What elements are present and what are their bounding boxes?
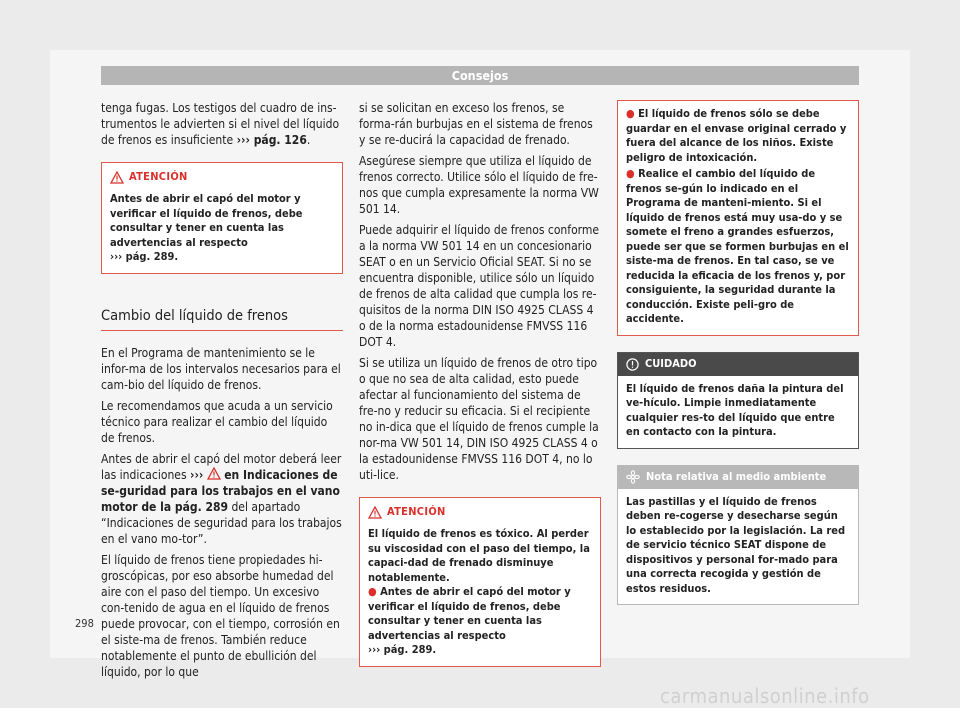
warning-triangle-icon — [207, 467, 221, 480]
warning-bullet: ● El líquido de frenos sólo se debe guardar en el envase original cerrado y fuera del alcance de los niños. Existe peligro de intoxicación. — [626, 107, 847, 164]
warning-bullet: ● Antes de abrir el capó del motor y verificar el líquido de frenos, debe consultar y tener en cuenta las advertencias al respecto ››› pág. 289. — [368, 585, 571, 656]
intro-paragraph: tenga fugas. Los testigos del cuadro de ins-trumentos le advierten si el nivel del líquido de frenos es insuficiente ››› pág. 126. — [101, 101, 340, 147]
page-number: 298 — [75, 617, 94, 630]
caution-header: CUIDADO — [618, 353, 858, 376]
page-reference[interactable]: ››› pág. 289 — [110, 250, 175, 263]
warning-triangle-icon — [110, 171, 124, 184]
section-title: Cambio del líquido de frenos — [101, 308, 343, 331]
caution-box — [617, 352, 859, 449]
page-header: Consejos — [101, 66, 859, 85]
warning-triangle-icon — [368, 506, 382, 519]
paragraph: Si se utiliza un líquido de frenos de otro tipo o que no sea de alta calidad, esto puede afectar al funcionamiento del sistema de fre-no y reducir su eficacia. Si el recipiente no in-dica que el líquido de frenos cumple la nor-ma VW 501 14, DIN ISO 4925 CLASS 4 o la estadounidense FMVSS 116 DOT 4, no lo uti-lice. — [359, 356, 599, 482]
column-3 — [617, 100, 859, 605]
warning-header: ATENCIÓN — [102, 163, 342, 190]
bullet-icon: ● — [626, 107, 635, 120]
warning-box — [359, 497, 601, 667]
paragraph: Puede adquirir el líquido de frenos conforme a la norma VW 501 14 en un concesionario SEAT o en un Servicio Oficial SEAT. Si no se encuentra disponible, utilice sólo un líquido de frenos de alta calidad que cumpla los re-quisitos de la norma DIN ISO 4925 CLASS 4 o de la norma estadounidense FMVSS 116 DOT 4. — [359, 223, 600, 349]
paragraph: Asegúrese siempre que utiliza el líquido de frenos correcto. Utilice sólo el líquido de fre-nos que cumpla expresamente la norma VW 501 14. — [359, 154, 599, 216]
paragraph: En el Programa de mantenimiento se le infor-ma de los intervalos necesarios para el cam-bio del líquido de frenos. — [101, 345, 341, 392]
paragraph: El líquido de frenos tiene propiedades hi-groscópicas, por eso absorbe humedad del aire con el paso del tiempo. Un excesivo con-tenido de agua en el líquido de frenos puede provocar, con el tiempo, corrosión en el siste-ma de frenos. También reduce notablemente el punto de ebullición del líquido, por lo que — [101, 552, 340, 679]
environment-note-header: Nota relativa al medio ambiente — [618, 466, 858, 489]
column-1 — [101, 100, 343, 685]
page-reference[interactable]: ››› pág. 126 — [236, 133, 307, 147]
environment-note-text: Las pastillas y el líquido de frenos deben re-cogerse y desecharse según lo establecido por la legislación. La red de servicio técnico SEAT dispone de dispositivos y personal for-mado para una correcta recogida y gestión de estos residuos. — [626, 494, 846, 595]
environment-flower-icon — [626, 470, 640, 484]
column-2 — [359, 100, 601, 667]
watermark: carmanualsonline.info — [660, 684, 870, 708]
info-circle-icon — [626, 358, 639, 371]
warning-text: El líquido de frenos es tóxico. Al perder su viscosidad con el paso del tiempo, la capaci-dad de frenado disminuye notablemente. ● Antes de abrir el capó del motor y verificar el líquido de frenos, debe consultar y tener en cuenta las advertencias al respecto ››› pág. 289. — [360, 525, 600, 666]
paragraph: Antes de abrir el capó del motor deberá leer las indicaciones ››› en Indicaciones de se-guridad para los trabajos en el vano motor de la pág. 289 del apartado “Indicaciones de seguridad para los trabajos en el vano mo-tor”. — [101, 451, 342, 546]
bullet-icon: ● — [626, 167, 635, 180]
warning-bullet: ● Realice el cambio del líquido de frenos se-gún lo indicado en el Programa de manteni-miento. Si el líquido de frenos está muy usa-do y se somete el freno a grandes esfuerzos, puede ser que se formen burbujas en el siste-ma de frenos. En tal caso, se ve reducida la eficacia de los frenos y, por consiguiente, la seguridad durante la conducción. Existe peli-gro de accidente. — [626, 167, 849, 325]
warning-text: Antes de abrir el capó del motor y verificar el líquido de frenos, debe consultar y tener en cuenta las advertencias al respecto ››› pág. 289. — [110, 192, 303, 263]
bullet-icon: ● — [368, 585, 377, 598]
caution-text: El líquido de frenos daña la pintura del ve-hículo. Limpie inmediatamente cualquier res-to del líquido que entre en contacto con la pintura. — [626, 381, 844, 438]
section-reference[interactable]: en Indicaciones de se-guridad para los trabajos en el vano motor de la pág. 289 — [101, 467, 340, 514]
warning-continuation-box — [617, 100, 859, 336]
warning-header: ATENCIÓN — [360, 498, 600, 525]
environment-note-box — [617, 465, 859, 606]
paragraph: Le recomendamos que acuda a un servicio técnico para realizar el cambio del líquido de frenos. — [101, 398, 333, 445]
page-reference[interactable]: ››› pág. 289 — [368, 643, 433, 656]
warning-box — [101, 162, 343, 274]
paragraph: si se solicitan en exceso los frenos, se forma-rán burbujas en el sistema de frenos y se re-ducirá la capacidad de frenado. — [359, 101, 593, 147]
